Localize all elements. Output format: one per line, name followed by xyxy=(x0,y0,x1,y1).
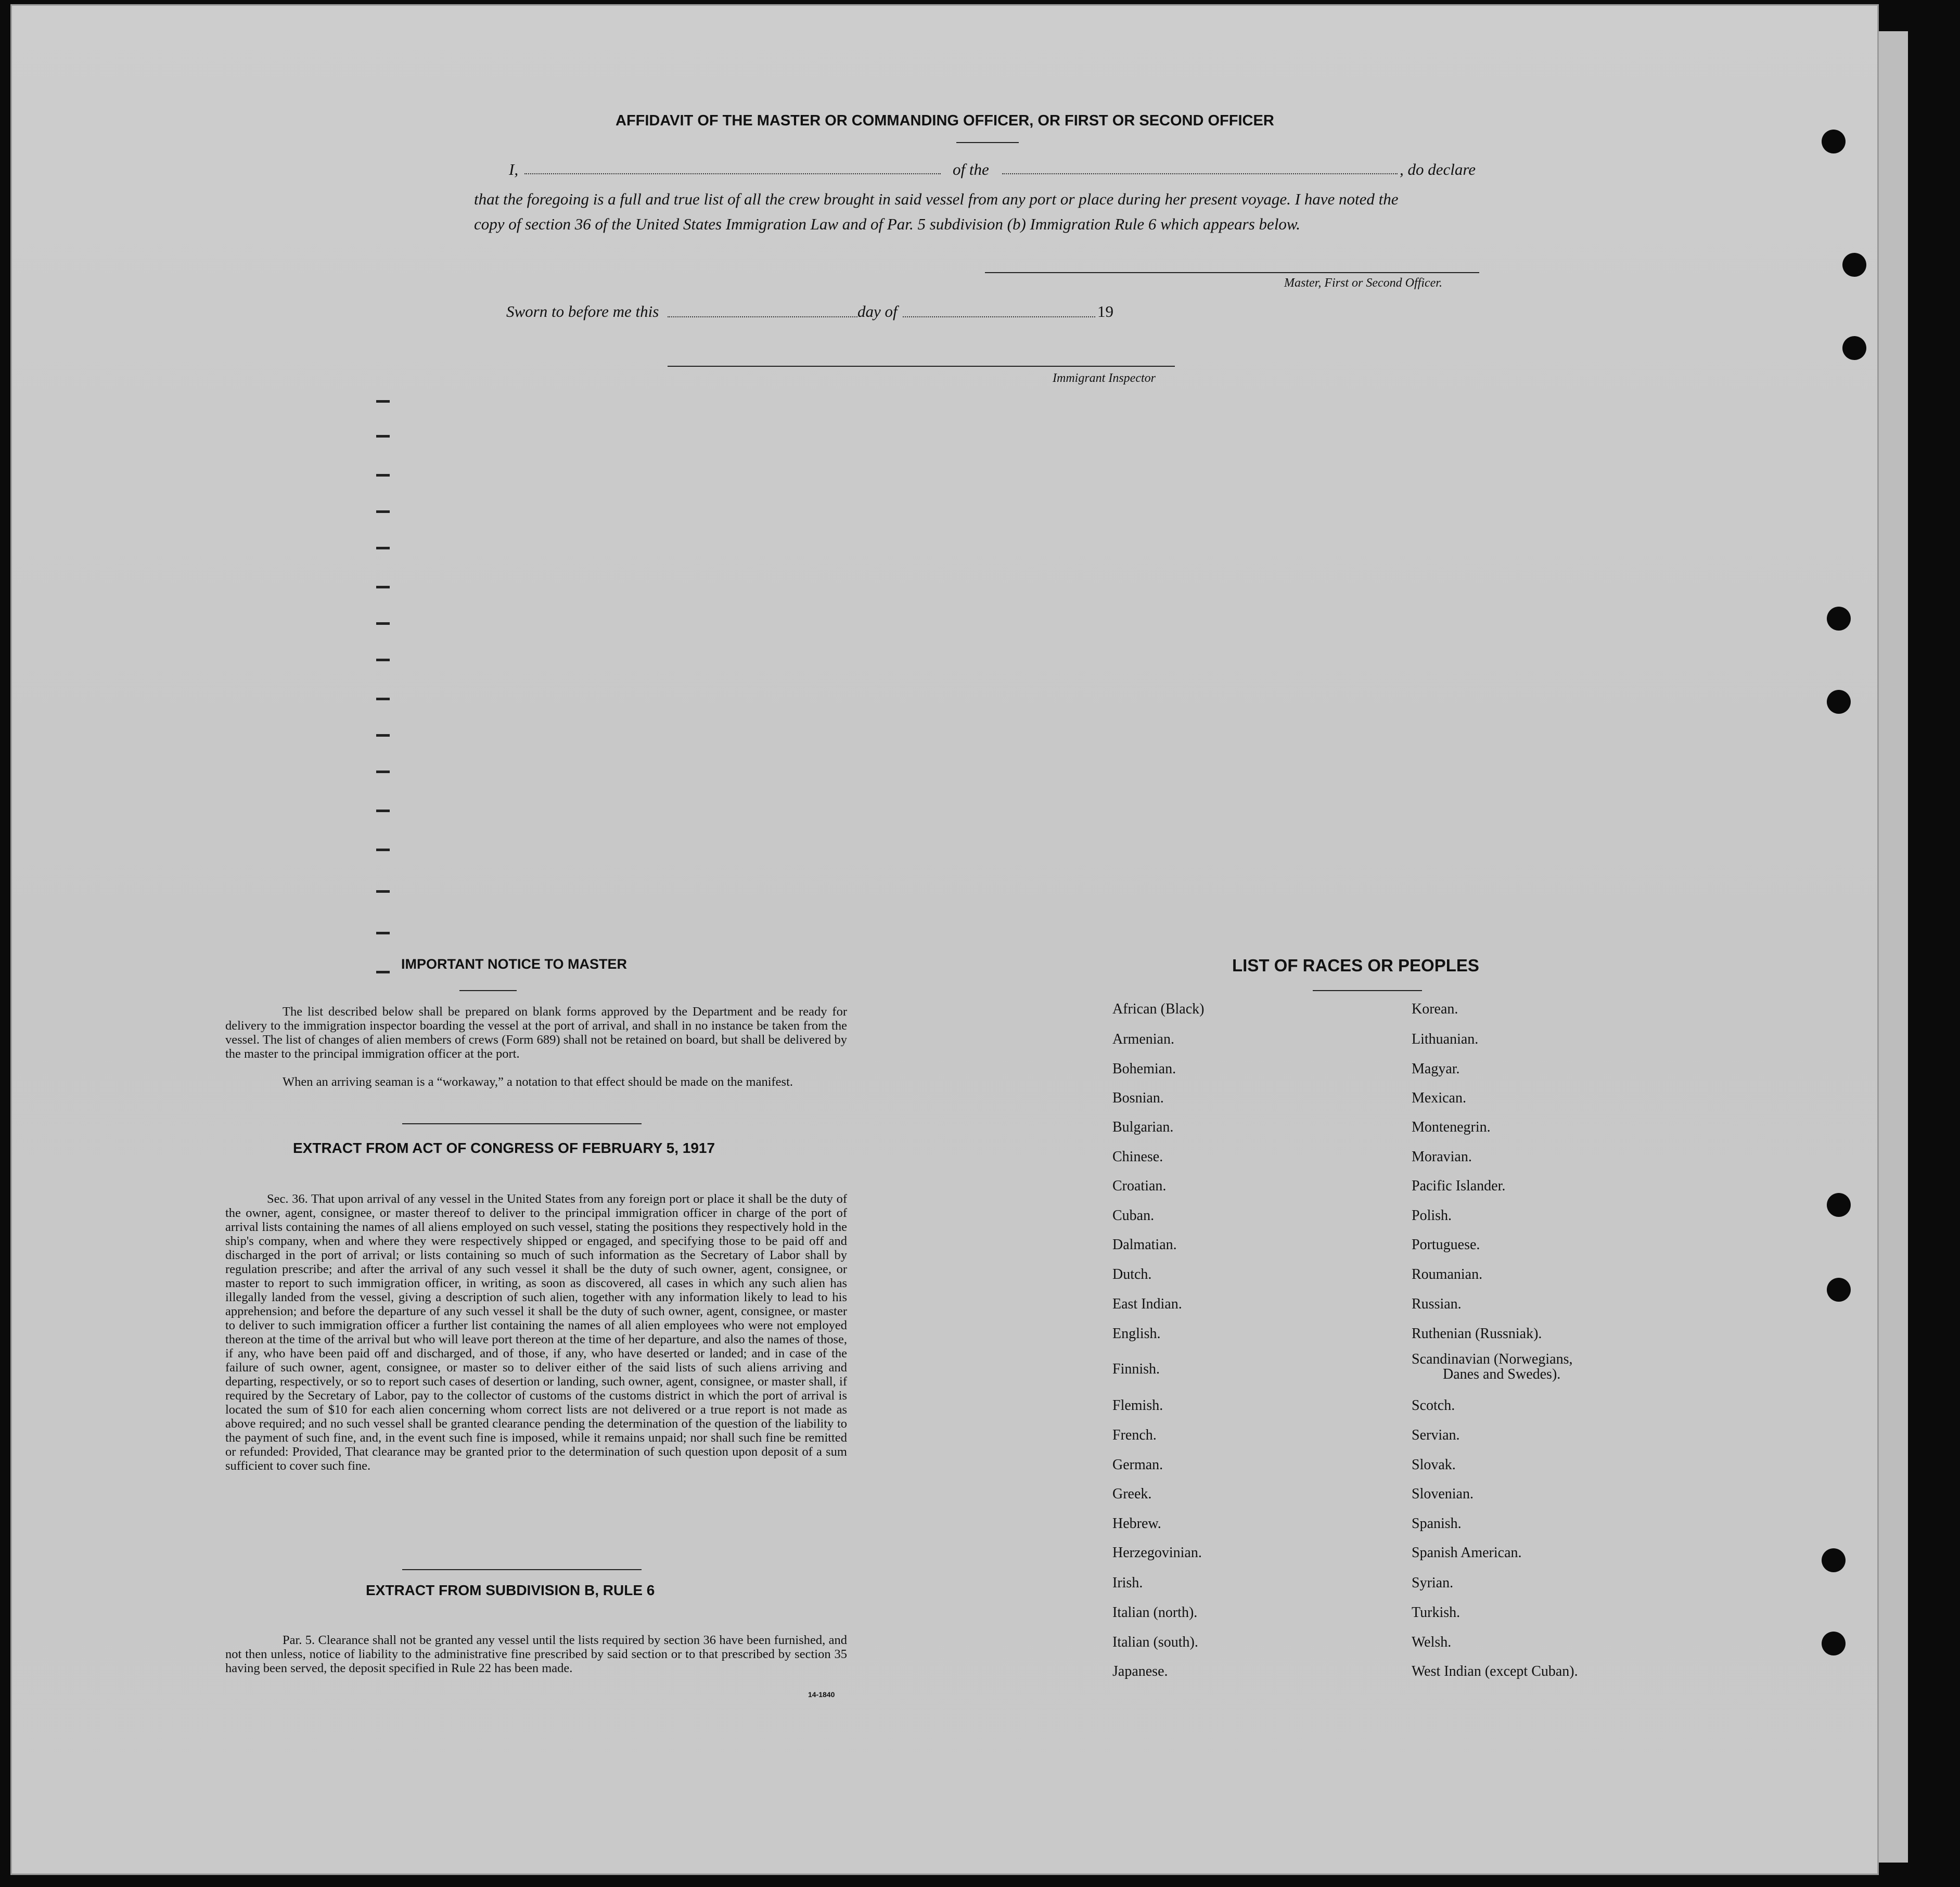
race-item: Dalmatian. xyxy=(1112,1237,1177,1253)
race-item: Danes and Swedes). xyxy=(1443,1366,1561,1382)
affidavit-do-declare: , do declare xyxy=(1400,160,1476,178)
extract-rule-body: Par. 5. Clearance shall not be granted any vessel until the lists required by section 36 have been furnished, and not then unless, notice of liability to the administrative fine prescribed by said section or to that prescribed by section 35 having been served, the deposit specified in Rule 22 has been made. xyxy=(225,1633,847,1675)
notice-title: IMPORTANT NOTICE TO MASTER xyxy=(401,956,627,972)
races-title: LIST OF RACES OR PEOPLES xyxy=(1232,956,1479,975)
race-item: Hebrew. xyxy=(1112,1516,1161,1532)
race-item: African (Black) xyxy=(1112,1001,1205,1017)
margin-mark xyxy=(376,659,390,661)
race-item: Finnish. xyxy=(1112,1361,1160,1377)
race-item: Scandinavian (Norwegians, xyxy=(1412,1351,1573,1367)
races-rule xyxy=(1313,990,1422,991)
document-sheet xyxy=(10,4,1879,1875)
title-rule xyxy=(956,142,1019,143)
race-item: Flemish. xyxy=(1112,1397,1163,1414)
margin-mark xyxy=(376,810,390,812)
year-prefix: 19 xyxy=(1097,302,1113,320)
binding-hole xyxy=(1822,1548,1846,1572)
margin-mark xyxy=(376,890,390,893)
race-item: Chinese. xyxy=(1112,1149,1163,1165)
race-item: English. xyxy=(1112,1326,1161,1342)
race-item: Greek. xyxy=(1112,1486,1152,1502)
race-item: Montenegrin. xyxy=(1412,1119,1491,1135)
margin-mark xyxy=(376,971,390,973)
race-item: German. xyxy=(1112,1457,1163,1473)
race-item: Scotch. xyxy=(1412,1397,1455,1414)
binding-hole xyxy=(1827,690,1851,714)
race-item: Turkish. xyxy=(1412,1604,1461,1621)
master-signature-label: Master, First or Second Officer. xyxy=(1284,276,1442,290)
margin-mark xyxy=(376,698,390,700)
race-item: Bosnian. xyxy=(1112,1090,1164,1106)
extract-rule-title: EXTRACT FROM SUBDIVISION B, RULE 6 xyxy=(366,1582,655,1598)
race-item: Slovenian. xyxy=(1412,1486,1474,1502)
race-item: Herzegovinian. xyxy=(1112,1545,1202,1561)
race-item: Irish. xyxy=(1112,1575,1143,1591)
race-item: Welsh. xyxy=(1412,1634,1452,1650)
race-item: Syrian. xyxy=(1412,1575,1454,1591)
margin-mark xyxy=(376,435,390,438)
notice-body-2: When an arriving seaman is a “workaway,” a notation to that effect should be made on the manifest. xyxy=(283,1075,793,1089)
affidavit-statement-line2: that the foregoing is a full and true list of all the crew brought in said vessel from any port or place during her present voyage. I have noted the xyxy=(474,190,1399,208)
race-item: Spanish American. xyxy=(1412,1545,1522,1561)
affidavit-title: AFFIDAVIT OF THE MASTER OR COMMANDING OFFICER, OR FIRST OR SECOND OFFICER xyxy=(616,112,1274,129)
section-rule xyxy=(402,1569,642,1570)
master-signature-line[interactable] xyxy=(985,272,1479,273)
binding-hole xyxy=(1842,336,1866,360)
race-item: Mexican. xyxy=(1412,1090,1466,1106)
binding-hole xyxy=(1842,253,1866,277)
race-item: Servian. xyxy=(1412,1427,1460,1443)
race-item: Korean. xyxy=(1412,1001,1458,1017)
sworn-day-field[interactable] xyxy=(668,316,857,317)
page-edge xyxy=(1876,31,1908,1863)
name-field[interactable] xyxy=(524,173,941,174)
binding-hole xyxy=(1822,1632,1846,1655)
race-item: Lithuanian. xyxy=(1412,1031,1479,1047)
affidavit-i: I, xyxy=(509,160,519,178)
race-item: East Indian. xyxy=(1112,1296,1182,1312)
race-item: West Indian (except Cuban). xyxy=(1412,1663,1578,1679)
race-item: Dutch. xyxy=(1112,1266,1152,1282)
race-item: Croatian. xyxy=(1112,1178,1167,1194)
race-item: Spanish. xyxy=(1412,1516,1462,1532)
margin-mark xyxy=(376,400,390,403)
extract-act-body: Sec. 36. That upon arrival of any vessel in the United States from any foreign port or place it shall be the duty of the owner, agent, consignee, or master thereof to deliver to the principal immigration officer in charge of the port of arrival lists containing the names of all aliens employed on such vessel, stating the positions they respectively hold in the ship's company, when and where they were respectively shipped or engaged, and specifying those to be paid off and discharged in the port of arrival; or lists containing so much of such information as the Secretary of Labor shall by regulation prescribe; and after the arrival of any such vessel it shall be the duty of such owner, agent, consignee, or master to report to such immigration officer, in writing, as soon as discovered, all cases in which any such alien has illegally landed from the vessel, giving a description of such alien, together with any information likely to lead to his apprehension; and before the departure of any such vessel it shall be the duty of such owner, agent, consignee, or master to deliver to such immigration officer a further list containing the names of all alien employees who were not employed thereon at the time of the arrival but who will leave port thereon at the time of her departure, and also the names of those, if any, who have been paid off and discharged, and of those, if any, who have deserted or landed; and in case of the failure of such owner, agent, consignee, or master so to deliver either of the said lists of such aliens arriving and departing, respectively, or so to report such cases of desertion or landing, such owner, agent, consignee, or master shall, if required by the Secretary of Labor, pay to the collector of customs of the customs district in which the port of arrival is located the sum of $10 for each alien concerning whom correct lists are not delivered or a true report is not made as above required; and no such vessel shall be granted clearance pending the determination of the question of the liability to the payment of such fine, and, in the event such fine is imposed, while it remains unpaid; nor shall such fine be remitted or refunded: Provided, That clearance may be granted prior to the determination of such question upon deposit of a sum sufficient to cover such fine. xyxy=(225,1192,847,1473)
notice-rule xyxy=(459,990,517,991)
race-item: Cuban. xyxy=(1112,1208,1155,1224)
race-item: French. xyxy=(1112,1427,1157,1443)
affidavit-statement-line3: copy of section 36 of the United States Immigration Law and of Par. 5 subdivision (b) Immigration Rule 6 which appears below. xyxy=(474,215,1301,233)
race-item: Armenian. xyxy=(1112,1031,1174,1047)
race-item: Moravian. xyxy=(1412,1149,1472,1165)
race-item: Roumanian. xyxy=(1412,1266,1483,1282)
notice-body-1: The list described below shall be prepared on blank forms approved by the Department and be ready for delivery to the immigration inspector boarding the vessel at the port of arrival, and shall in no instance be taken from the vessel. The list of changes of alien members of crews (Form 689) shall not be retained on board, but shall be delivered by the master to the principal immigration officer at the port. xyxy=(225,1005,847,1061)
form-number: 14-1840 xyxy=(808,1690,835,1699)
inspector-label: Immigrant Inspector xyxy=(1053,371,1156,385)
margin-mark xyxy=(376,510,390,513)
race-item: Bulgarian. xyxy=(1112,1119,1174,1135)
affidavit-of-the: of the xyxy=(953,160,989,178)
margin-mark xyxy=(376,622,390,625)
race-item: Bohemian. xyxy=(1112,1061,1176,1077)
binding-hole xyxy=(1822,130,1846,153)
margin-mark xyxy=(376,734,390,737)
race-item: Japanese. xyxy=(1112,1663,1168,1679)
race-item: Ruthenian (Russniak). xyxy=(1412,1326,1542,1342)
race-item: Italian (south). xyxy=(1112,1634,1198,1650)
binding-hole xyxy=(1827,1278,1851,1302)
race-item: Pacific Islander. xyxy=(1412,1178,1506,1194)
race-item: Russian. xyxy=(1412,1296,1462,1312)
race-item: Magyar. xyxy=(1412,1061,1460,1077)
extract-act-title: EXTRACT FROM ACT OF CONGRESS OF FEBRUARY 5, 1917 xyxy=(293,1140,715,1156)
sworn-month-field[interactable] xyxy=(903,316,1095,317)
margin-mark xyxy=(376,932,390,934)
section-rule xyxy=(402,1123,642,1124)
margin-mark xyxy=(376,474,390,477)
margin-mark xyxy=(376,547,390,549)
margin-mark xyxy=(376,849,390,851)
margin-mark xyxy=(376,771,390,773)
race-item: Portuguese. xyxy=(1412,1237,1480,1253)
binding-hole xyxy=(1827,1193,1851,1217)
race-item: Slovak. xyxy=(1412,1457,1456,1473)
sworn-label: Sworn to before me this xyxy=(506,302,659,320)
inspector-signature-line[interactable] xyxy=(668,366,1175,367)
race-item: Polish. xyxy=(1412,1208,1452,1224)
margin-mark xyxy=(376,586,390,588)
day-of-label: day of xyxy=(857,302,898,320)
binding-hole xyxy=(1827,607,1851,631)
vessel-field[interactable] xyxy=(1002,173,1398,174)
race-item: Italian (north). xyxy=(1112,1604,1198,1621)
